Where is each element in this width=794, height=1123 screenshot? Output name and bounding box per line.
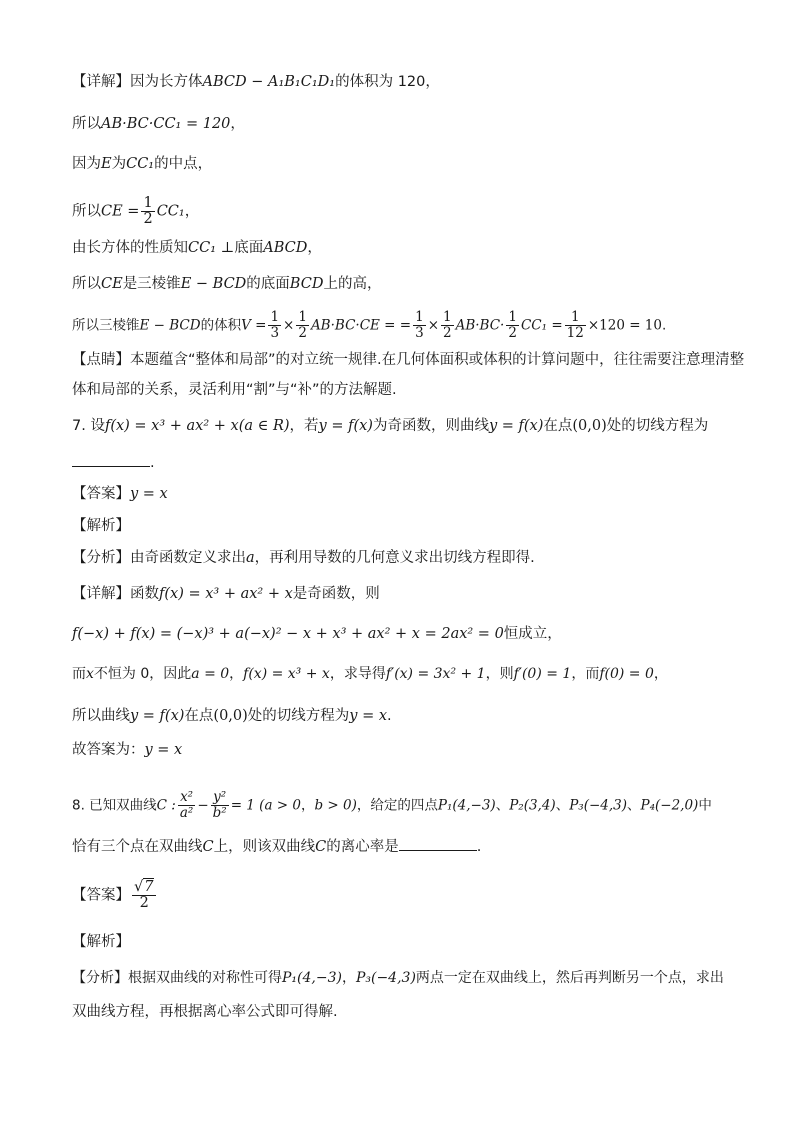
text: 体和局部的关系，灵活利用“割”与“补”的方法解题. [72, 382, 397, 398]
final-answer-7-line [72, 740, 734, 760]
midpoint-line [72, 154, 734, 174]
denominator: 2 [443, 325, 452, 341]
math-expression: CC₁ ⊥ [188, 240, 235, 256]
fraction [141, 196, 154, 227]
denominator: 12 [566, 325, 584, 341]
math-expression: P₃(−4,3) [569, 797, 628, 814]
text: . [387, 708, 392, 724]
math-expression: b > 0) [314, 797, 357, 814]
text: 、 [627, 797, 641, 814]
math-expression: E − BCD [180, 276, 247, 292]
text: 故答案为： [72, 742, 145, 758]
text: . [150, 455, 155, 471]
math-expression: a [246, 550, 255, 566]
math-expression: f(0) = 0 [599, 666, 654, 682]
math-expression: y = x [130, 486, 168, 502]
text: 、 [495, 797, 510, 814]
math-expression: C [202, 839, 214, 855]
text: 所以 [72, 203, 101, 220]
text: 所以三棱锥 [72, 317, 140, 334]
numerator: 1 [270, 309, 280, 325]
volume-calc-line [72, 310, 734, 341]
text: 是三棱锥 [122, 276, 181, 292]
denominator: 2 [139, 895, 149, 911]
text: 恰有三个点在双曲线 [72, 839, 203, 855]
height-line [72, 274, 734, 294]
odd-function-line [72, 624, 734, 644]
text: ，则 [485, 666, 514, 682]
text: 所以 [72, 276, 101, 292]
detail-tag: 【详解】 [72, 586, 130, 602]
text: . [476, 839, 482, 855]
text: ，求导得 [329, 666, 386, 682]
numerator: 1 [298, 309, 307, 325]
math-expression: x [86, 666, 94, 682]
text: ， [184, 203, 200, 220]
text: 上，则该双曲线 [213, 839, 316, 855]
fraction [268, 310, 281, 341]
text: ，而 [571, 666, 600, 682]
math-expression: AB·BC· [455, 317, 505, 334]
text: 处的切线方程为 [606, 418, 709, 434]
text: ， [300, 797, 315, 814]
detail-volume-line [72, 72, 734, 92]
analysis-8-line [72, 968, 734, 988]
math-expression: y = f(x) [130, 708, 185, 724]
math-expression: f′(x) = 3x² + 1 [385, 666, 486, 682]
text: 在点 [543, 418, 573, 434]
math-expression: P₄(−2,0) [640, 797, 699, 814]
fraction [506, 310, 519, 341]
text: 双曲线方程，再根据离心率公式即可得解. [72, 1004, 338, 1020]
text: 底面 [234, 240, 264, 256]
detail-7-line [72, 584, 734, 604]
text: 所以 [72, 116, 101, 132]
math-expression: CE [101, 276, 123, 292]
math-expression: f(x) = x³ + x [243, 666, 330, 682]
text: ， [307, 240, 322, 256]
perpendicular-line [72, 238, 734, 258]
text: 由长方体的性质知 [72, 240, 188, 256]
text: 为 [111, 156, 127, 172]
numerator: 1 [415, 309, 424, 325]
math-expression: f′(0) = 1 [513, 666, 572, 682]
math-expression: y = x [144, 742, 183, 758]
detail-tag: 【详解】 [72, 74, 130, 90]
text: 函数 [130, 586, 159, 602]
ce-line [72, 196, 734, 227]
analysis-tag: 【解析】 [72, 934, 130, 950]
math-expression: P₁(4,−3) [437, 797, 496, 814]
math-expression: f(x) = x³ + ax² + x [159, 586, 293, 602]
analysis-7-line [72, 548, 734, 568]
math-expression: ABCD [263, 240, 308, 256]
text: ， [229, 666, 244, 682]
math-expression: CC₁ = [520, 317, 563, 334]
numerator: 1 [143, 195, 153, 211]
math-expression: P₁(4,−3) [282, 970, 342, 986]
math-expression: = 1 (a > 0 [230, 797, 301, 814]
analysis-tag: 【分析】 [72, 970, 128, 986]
answer-7-line [72, 484, 734, 504]
text: 7. 设 [72, 418, 105, 434]
text: 两点一定在双曲线上，然后再判断另一个点，求出 [415, 970, 724, 986]
denominator: 3 [270, 325, 280, 341]
fraction [211, 790, 229, 821]
text: 而 [72, 666, 86, 682]
math-expression: y = f(x) [488, 418, 544, 434]
numerator: 1 [565, 310, 586, 326]
math-expression: C [315, 839, 327, 855]
fraction [413, 310, 426, 341]
numerator: 1 [508, 309, 517, 325]
question-7-blank-line [72, 452, 734, 473]
answer-blank [399, 836, 477, 851]
answer-8-line [72, 880, 734, 911]
text: 的中点， [154, 156, 213, 172]
text: 由奇函数定义求出 [130, 550, 246, 566]
answer-tag: 【答案】 [72, 486, 130, 502]
text: 处的切线方程为 [247, 708, 350, 724]
denominator: a² [179, 805, 194, 821]
math-expression: AB·BC·CE = = [310, 317, 412, 334]
answer-tag: 【答案】 [72, 887, 130, 904]
text: . [661, 317, 667, 334]
text: 的离心率是 [326, 839, 399, 855]
text: 根据双曲线的对称性可得 [128, 970, 282, 986]
math-operator: − [197, 797, 209, 814]
analysis-8-heading [72, 932, 734, 952]
text: 为奇函数，则曲线 [372, 418, 489, 434]
math-expression: (0,0) [213, 708, 248, 724]
fraction [132, 880, 156, 911]
math-expression: CE = [101, 203, 140, 220]
text: 恒成立， [503, 626, 562, 642]
text: 的体积为 120， [335, 74, 440, 90]
remark-line [72, 350, 745, 370]
sqrt-expression: √7 [134, 879, 154, 895]
derivative-line [72, 664, 734, 684]
math-expression: CC₁ [156, 203, 185, 220]
math-expression: E − BCD [139, 317, 201, 334]
product-line [72, 114, 734, 134]
math-expression: f(x) = x³ + ax² + x(a ∈ R) [104, 418, 290, 434]
analysis-7-heading [72, 516, 734, 536]
text: ， [230, 116, 245, 132]
question-8-line [72, 790, 734, 821]
math-expression: ABCD − A₁B₁C₁D₁ [202, 74, 336, 90]
radicand: 7 [144, 879, 154, 895]
math-expression: AB·BC·CC₁ = 120 [101, 116, 231, 132]
denominator: 3 [415, 325, 424, 341]
text: 的体积 [200, 317, 242, 334]
tangent-line [72, 706, 734, 726]
denominator: b² [212, 805, 227, 821]
text: ， [653, 666, 668, 682]
denominator: 2 [508, 325, 517, 341]
answer-blank [72, 452, 150, 467]
math-expression: CC₁ [126, 156, 155, 172]
math-expression: V = [241, 317, 267, 334]
text: 中 [698, 797, 712, 814]
text: 的底面 [246, 276, 290, 292]
math-expression: y = f(x) [318, 418, 373, 434]
text: 因为长方体 [130, 74, 203, 90]
text: ， [341, 970, 356, 986]
fraction [296, 310, 309, 341]
denominator: 2 [298, 325, 307, 341]
math-operator: × [283, 317, 295, 334]
math-expression: P₂(3,4) [509, 797, 556, 814]
text: 所以曲线 [72, 708, 130, 724]
text: 8. 已知双曲线 [72, 797, 157, 814]
remark-line-2 [72, 380, 734, 400]
remark-tag: 【点睛】 [72, 352, 130, 368]
analysis-tag: 【解析】 [72, 518, 130, 534]
math-expression: P₃(−4,3) [355, 970, 416, 986]
text: 本题蕴含“整体和局部”的对立统一规律.在几何体面积或体积的计算问题中，往往需要注意理清整 [130, 352, 745, 368]
math-expression: y = x [349, 708, 388, 724]
numerator: y² [211, 790, 229, 806]
analysis-8-line-2 [72, 1002, 734, 1022]
text: ，再利用导数的几何意义求出切线方程即得. [254, 550, 535, 566]
text: 、 [555, 797, 570, 814]
fraction [565, 310, 586, 341]
math-expression: (0,0) [572, 418, 607, 434]
math-operator: × [427, 317, 439, 334]
numerator [132, 880, 156, 896]
text: 因为 [72, 156, 101, 172]
math-expression: a = 0 [191, 666, 230, 682]
math-expression: ×120 = 10 [587, 317, 662, 334]
analysis-tag: 【分析】 [72, 550, 130, 566]
numerator: x² [178, 790, 195, 806]
numerator: 1 [443, 309, 452, 325]
math-expression: BCD [289, 276, 324, 292]
text: ，给定的四点 [356, 797, 438, 814]
math-expression: C : [156, 797, 176, 814]
math-expression: E [101, 156, 112, 172]
text: 上的高， [323, 276, 382, 292]
math-expression: f(−x) + f(x) = (−x)³ + a(−x)² − x + x³ + ax² + x = 2ax² = 0 [72, 626, 504, 642]
fraction [441, 310, 454, 341]
fraction [178, 790, 195, 821]
text: 不恒为 0，因此 [93, 666, 192, 682]
denominator: 2 [143, 211, 153, 227]
text: 在点 [184, 708, 214, 724]
question-7-line [72, 416, 734, 436]
text: ，若 [289, 418, 319, 434]
text: 是奇函数，则 [292, 586, 380, 602]
question-8-line-2 [72, 836, 734, 857]
